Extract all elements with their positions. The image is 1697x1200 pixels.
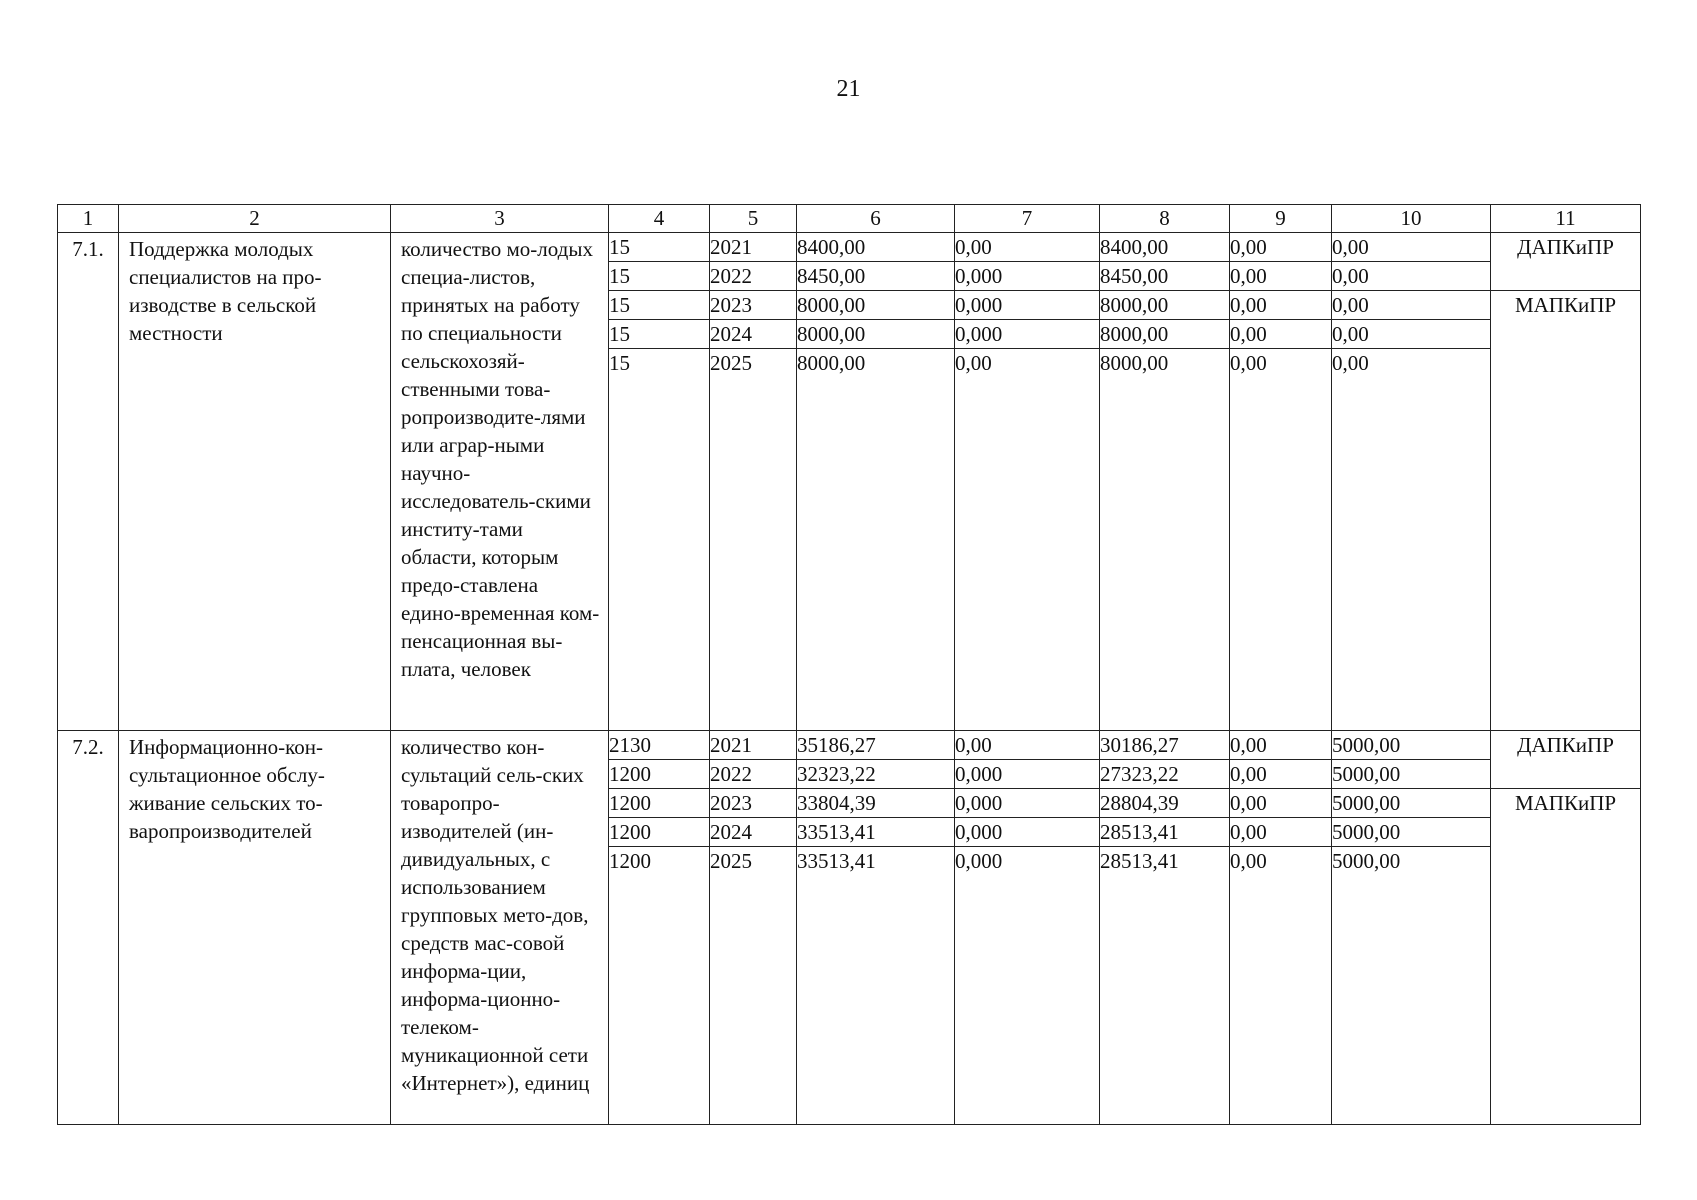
item-number: 7.1.: [58, 233, 119, 731]
value-cell-c4: 1200: [609, 789, 710, 818]
value-cell-c9: 0,00: [1230, 320, 1332, 349]
executor-1: ДАПКиПР: [1491, 233, 1641, 291]
value-cell-c10: 5000,00: [1332, 731, 1491, 760]
header-row: [58, 205, 1641, 233]
value-cell-c10: 0,00: [1332, 349, 1491, 731]
item-indicator: количество кон-сультаций сель-ских товаропро-изводителей (ин-дивидуальных, с использованием групповых мето-дов, средств мас-совой информа-ции, информа-ционно-телеком-муникационной сети «Интернет»), единиц: [391, 731, 609, 1125]
value-cell-c8: 28513,41: [1100, 847, 1230, 1125]
value-cell-c6: 33513,41: [797, 847, 955, 1125]
value-cell-c6: 33804,39: [797, 789, 955, 818]
value-cell-c6: 8400,00: [797, 233, 955, 262]
header-cell: 2: [119, 205, 391, 233]
header-cell: 8: [1100, 205, 1230, 233]
value-cell-c5: 2022: [710, 760, 797, 789]
value-cell-c7: 0,000: [955, 789, 1100, 818]
header-cell: 3: [391, 205, 609, 233]
value-cell-c6: 8000,00: [797, 349, 955, 731]
value-cell-c7: 0,000: [955, 760, 1100, 789]
item-number: 7.2.: [58, 731, 119, 1125]
header-cell: 1: [58, 205, 119, 233]
value-cell-c4: 15: [609, 349, 710, 731]
value-cell-c10: 5000,00: [1332, 760, 1491, 789]
value-cell-c5: 2023: [710, 789, 797, 818]
value-cell-c6: 8000,00: [797, 320, 955, 349]
header-cell: 6: [797, 205, 955, 233]
value-cell-c10: 5000,00: [1332, 818, 1491, 847]
value-cell-c9: 0,00: [1230, 818, 1332, 847]
value-cell-c4: 15: [609, 320, 710, 349]
item-name: Информационно-кон-сультационное обслу-живание сельских то-варопроизводителей: [119, 731, 391, 1125]
value-cell-c5: 2025: [710, 349, 797, 731]
value-cell-c8: 30186,27: [1100, 731, 1230, 760]
table-row: [58, 233, 1641, 262]
item-indicator: количество мо-лодых специа-листов, принятых на работу по специальности сельскохозяй-ственными това-ропроизводите-лями или аграр-ными научно-исследователь-скими институ-тами области, которым предо-ставлена едино-временная ком-пенсационная вы-плата, человек: [391, 233, 609, 731]
value-cell-c9: 0,00: [1230, 760, 1332, 789]
value-cell-c7: 0,000: [955, 818, 1100, 847]
header-cell: 4: [609, 205, 710, 233]
value-cell-c8: 8000,00: [1100, 291, 1230, 320]
value-cell-c5: 2023: [710, 291, 797, 320]
value-cell-c8: 8000,00: [1100, 320, 1230, 349]
value-cell-c5: 2024: [710, 320, 797, 349]
value-cell-c7: 0,00: [955, 349, 1100, 731]
value-cell-c4: 1200: [609, 760, 710, 789]
value-cell-c4: 1200: [609, 818, 710, 847]
value-cell-c8: 8400,00: [1100, 233, 1230, 262]
header-cell: 10: [1332, 205, 1491, 233]
value-cell-c9: 0,00: [1230, 731, 1332, 760]
value-cell-c6: 8450,00: [797, 262, 955, 291]
value-cell-c5: 2022: [710, 262, 797, 291]
value-cell-c9: 0,00: [1230, 789, 1332, 818]
value-cell-c7: 0,000: [955, 847, 1100, 1125]
value-cell-c9: 0,00: [1230, 233, 1332, 262]
value-cell-c8: 8000,00: [1100, 349, 1230, 731]
table-row: [58, 731, 1641, 760]
value-cell-c5: 2021: [710, 731, 797, 760]
value-cell-c5: 2024: [710, 818, 797, 847]
header-cell: 5: [710, 205, 797, 233]
value-cell-c8: 28804,39: [1100, 789, 1230, 818]
value-cell-c9: 0,00: [1230, 847, 1332, 1125]
value-cell-c10: 0,00: [1332, 320, 1491, 349]
value-cell-c7: 0,000: [955, 291, 1100, 320]
header-cell: 7: [955, 205, 1100, 233]
value-cell-c10: 0,00: [1332, 233, 1491, 262]
header-cell: 9: [1230, 205, 1332, 233]
value-cell-c9: 0,00: [1230, 291, 1332, 320]
value-cell-c8: 28513,41: [1100, 818, 1230, 847]
value-cell-c10: 5000,00: [1332, 789, 1491, 818]
value-cell-c5: 2025: [710, 847, 797, 1125]
value-cell-c4: 15: [609, 233, 710, 262]
value-cell-c6: 32323,22: [797, 760, 955, 789]
value-cell-c4: 15: [609, 291, 710, 320]
header-cell: 11: [1491, 205, 1641, 233]
value-cell-c8: 8450,00: [1100, 262, 1230, 291]
executor-2: МАПКиПР: [1491, 789, 1641, 1125]
value-cell-c7: 0,000: [955, 320, 1100, 349]
value-cell-c8: 27323,22: [1100, 760, 1230, 789]
value-cell-c10: 0,00: [1332, 262, 1491, 291]
value-cell-c5: 2021: [710, 233, 797, 262]
value-cell-c10: 0,00: [1332, 291, 1491, 320]
value-cell-c6: 33513,41: [797, 818, 955, 847]
value-cell-c7: 0,00: [955, 731, 1100, 760]
page-number: 21: [836, 76, 861, 102]
executor-1: ДАПКиПР: [1491, 731, 1641, 789]
item-name: Поддержка молодых специалистов на про-изводстве в сельской местности: [119, 233, 391, 731]
value-cell-c6: 8000,00: [797, 291, 955, 320]
value-cell-c4: 1200: [609, 847, 710, 1125]
value-cell-c9: 0,00: [1230, 349, 1332, 731]
value-cell-c10: 5000,00: [1332, 847, 1491, 1125]
value-cell-c4: 2130: [609, 731, 710, 760]
value-cell-c7: 0,00: [955, 233, 1100, 262]
executor-2: МАПКиПР: [1491, 291, 1641, 731]
value-cell-c7: 0,000: [955, 262, 1100, 291]
value-cell-c9: 0,00: [1230, 262, 1332, 291]
value-cell-c6: 35186,27: [797, 731, 955, 760]
budget-table: [57, 204, 1641, 1125]
value-cell-c4: 15: [609, 262, 710, 291]
